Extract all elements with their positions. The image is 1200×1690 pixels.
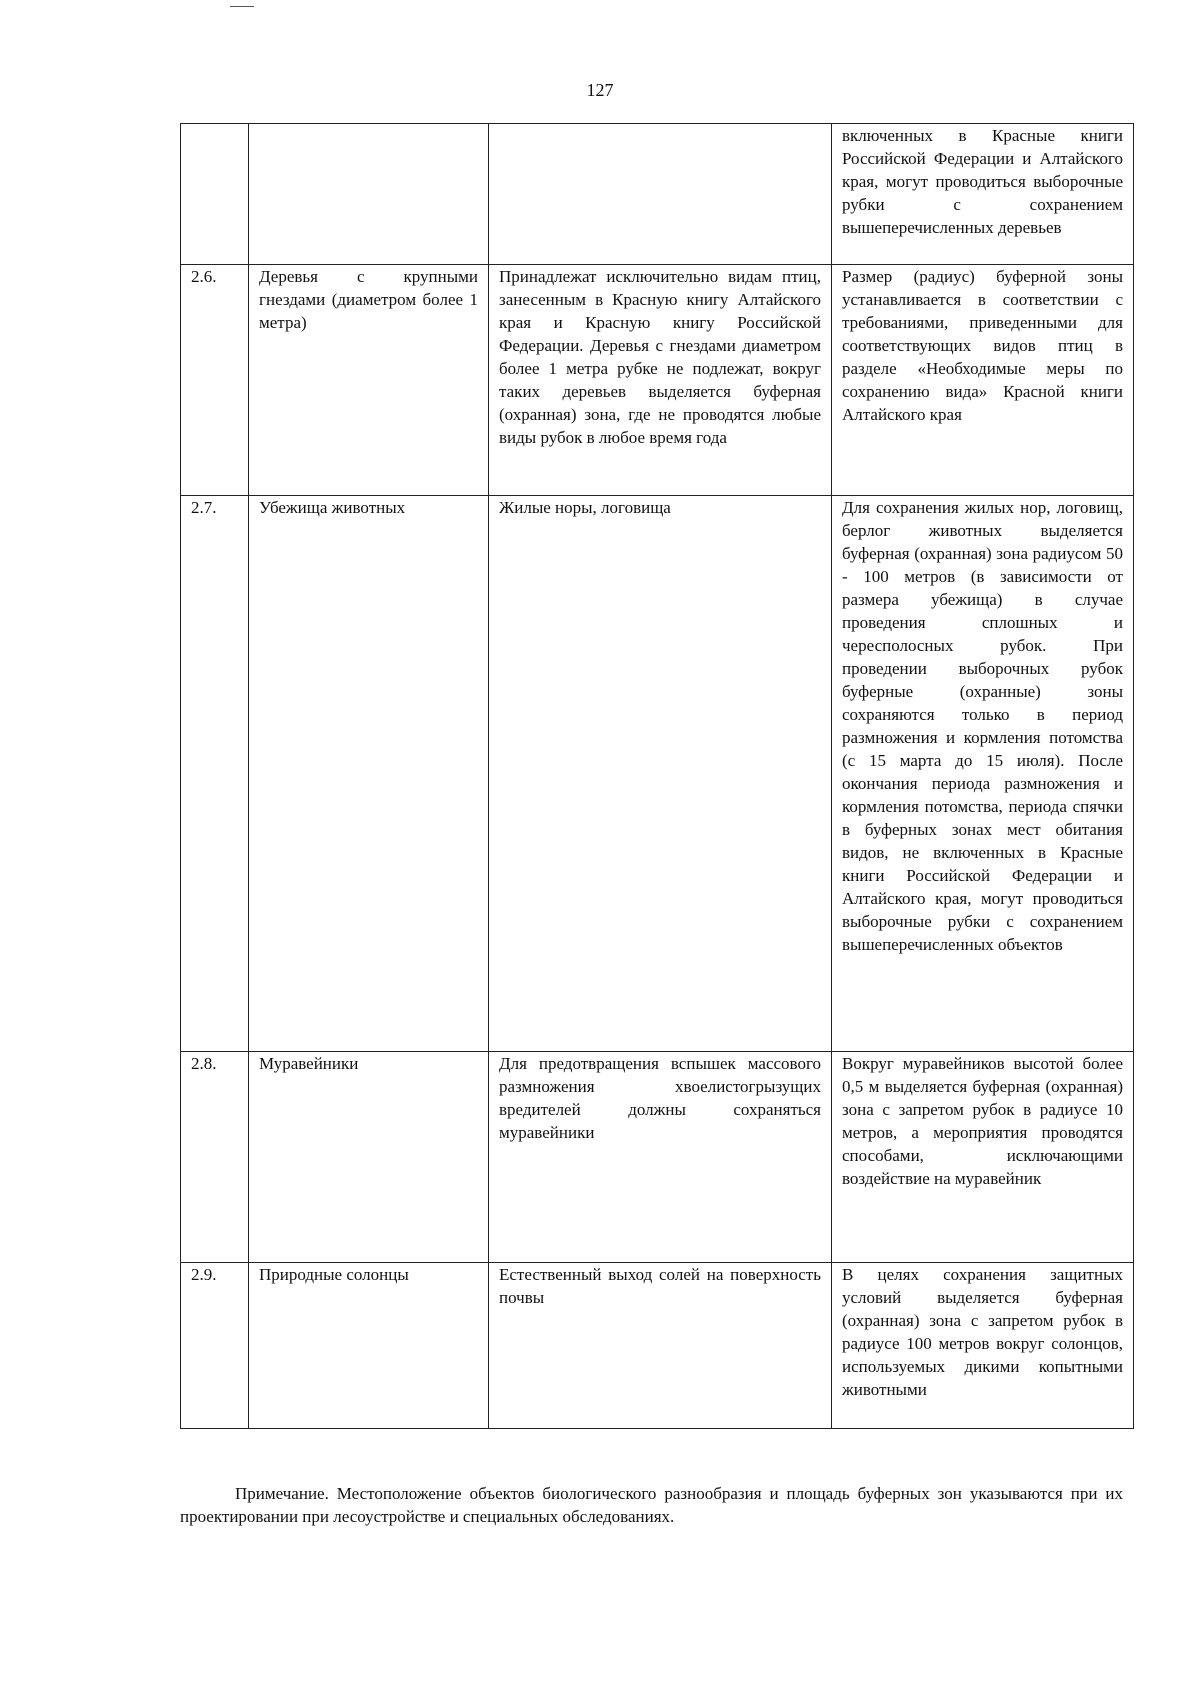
table-row <box>181 1263 1134 1429</box>
table-row <box>181 265 1134 496</box>
table-row <box>181 1052 1134 1263</box>
protection-measures: включенных в Красные книги Российской Федерации и Алтайского края, могут проводиться выборочные рубки с сохранением вышеперечисленных деревьев <box>832 124 1134 265</box>
row-number: 2.7. <box>181 496 249 1052</box>
object-name <box>249 124 489 265</box>
object-name: Убежища животных <box>249 496 489 1052</box>
table-row <box>181 124 1134 265</box>
object-description: Принадлежат исключительно видам птиц, занесенным в Красную книгу Алтайского края и Красную книгу Российской Федерации. Деревья с гнездами диаметром более 1 метра рубке не подлежат, вокруг таких деревьев выделяется буферная (охранная) зона, где не проводятся любые виды рубок в любое время года <box>489 265 832 496</box>
object-description: Для предотвращения вспышек массового размножения хвоелистогрызущих вредителей должны сохраняться муравейники <box>489 1052 832 1263</box>
object-description <box>489 124 832 265</box>
row-number: 2.8. <box>181 1052 249 1263</box>
row-number: 2.6. <box>181 265 249 496</box>
footnote: Примечание. Местоположение объектов биологического разнообразия и площадь буферных зон указываются при их проектировании при лесоустройстве и специальных обследованиях. <box>180 1484 1123 1526</box>
object-name: Природные солонцы <box>249 1263 489 1429</box>
biodiversity-objects-table <box>180 123 1134 1429</box>
row-number <box>181 124 249 265</box>
object-name: Муравейники <box>249 1052 489 1263</box>
protection-measures: В целях сохранения защитных условий выделяется буферная (охранная) зона с запретом рубок в радиусе 100 метров вокруг солонцов, используемых дикими копытными животными <box>832 1263 1134 1429</box>
page-number: 127 <box>586 80 614 100</box>
row-number: 2.9. <box>181 1263 249 1429</box>
protection-measures: Размер (радиус) буферной зоны устанавливается в соответствии с требованиями, приведенными для соответствующих видов птиц в разделе «Необходимые меры по сохранению вида» Красной книги Алтайского края <box>832 265 1134 496</box>
protection-measures: Вокруг муравейников высотой более 0,5 м выделяется буферная (охранная) зона с запретом рубок в радиусе 10 метров, а мероприятия проводятся способами, исключающими воздействие на муравейник <box>832 1052 1134 1263</box>
object-name: Деревья с крупными гнездами (диаметром более 1 метра) <box>249 265 489 496</box>
object-description: Жилые норы, логовища <box>489 496 832 1052</box>
scan-artifact-line <box>230 6 254 7</box>
protection-measures: Для сохранения жилых нор, логовищ, берлог животных выделяется буферная (охранная) зона радиусом 50 - 100 метров (в зависимости от размера убежища) в случае проведения сплошных и чересполосных рубок. При проведении выборочных рубок буферные (охранные) зоны сохраняются только в период размножения и кормления потомства (с 15 марта до 15 июля). После окончания периода размножения и кормления потомства, периода спячки в буферных зонах мест обитания видов, не включенных в Красные книги Российской Федерации и Алтайского края, могут проводиться выборочные рубки с сохранением вышеперечисленных объектов <box>832 496 1134 1052</box>
object-description: Естественный выход солей на поверхность почвы <box>489 1263 832 1429</box>
table-row <box>181 496 1134 1052</box>
